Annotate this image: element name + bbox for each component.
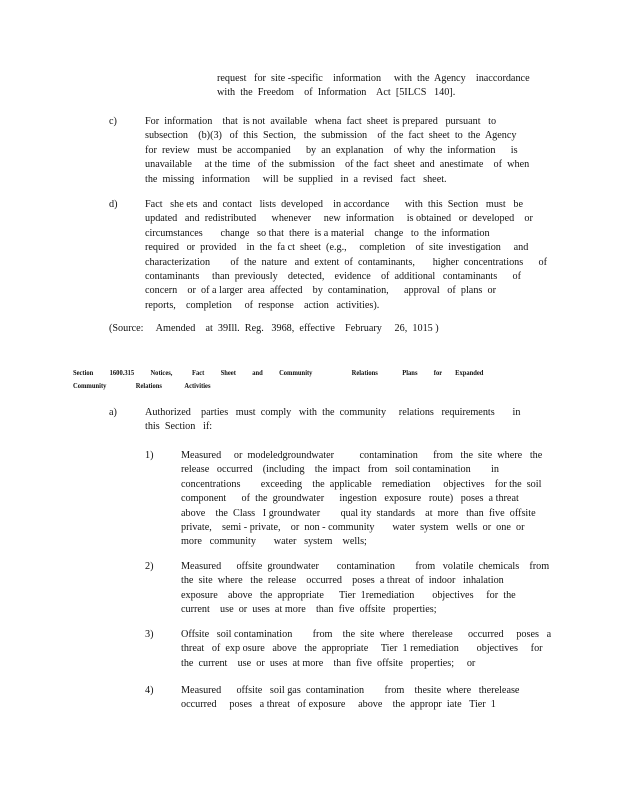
text-line: private, semi - private, or non - community water system wells or one or <box>181 522 525 534</box>
item-c-paragraph <box>145 115 529 187</box>
text-line: this Section if: <box>145 421 213 433</box>
text-line: threat of exp osure above the appropriate Tier 1 remediation objectives for <box>181 643 543 655</box>
text-line: exposure above the appropriate Tier 1remediation objectives for the <box>181 589 516 601</box>
section-heading-line: Section 1600.315 Notices, Fact Sheet and Community Relations Plans for Expanded <box>73 368 484 377</box>
text-line: updated and redistributed whenever new information is obtained or developed or <box>145 213 533 225</box>
text-line: above the Class I groundwater qual ity standards at more than five offsite <box>181 507 536 519</box>
text-line: characterization of the nature and extent of contaminants, higher concentrations of <box>145 256 547 268</box>
subitem-1-paragraph <box>181 449 542 550</box>
item-a-paragraph <box>145 406 520 435</box>
subitem-4-paragraph <box>181 684 519 713</box>
subitem-2-paragraph <box>181 560 549 618</box>
text-line: component of the groundwater ingestion exposure route) poses a threat <box>181 493 519 505</box>
subitem-3-paragraph <box>181 628 551 671</box>
item-c-label: c) <box>109 116 117 127</box>
text-line: Authorized parties must comply with the community relations requirements in <box>145 407 521 418</box>
item-d-label: d) <box>109 199 118 210</box>
text-line: contaminants than previously detected, evidence of additional contaminants of <box>145 271 521 283</box>
text-line: with the Freedom of Information Act [5ILCS 140]. <box>217 87 456 99</box>
text-line: more community water system wells; <box>181 536 367 548</box>
item-d-paragraph <box>145 198 547 313</box>
item-a-label: a) <box>109 407 117 418</box>
subitem-2-label: 2) <box>145 561 154 572</box>
section-heading <box>73 366 550 392</box>
text-line: current use or uses at more than five offsite properties; <box>181 604 437 616</box>
text-line: concern or of a larger area affected by contamination, approval of plans or <box>145 285 496 297</box>
source-note: (Source: Amended at 39Ill. Reg. 3968, effective February 26, 1015 ) <box>109 323 439 334</box>
text-line: Fact she ets and contact lists developed in accordance with this Section must be <box>145 199 523 210</box>
text-line: the current use or uses at more than five offsite properties; or <box>181 657 476 669</box>
text-line: the missing information will be supplied in a revised fact sheet. <box>145 173 447 185</box>
text-line: circumstances change so that there is a material change to the information <box>145 227 490 239</box>
text-line: required or provided in the fa ct sheet (e.g., completion of site investigation and <box>145 242 529 254</box>
text-line: Measured offsite soil gas contamination from thesite where therelease <box>181 685 520 696</box>
text-line: release occurred (including the impact from soil contamination in <box>181 464 499 476</box>
text-line: subsection (b)(3) of this Section, the submission of the fact sheet to the Agency <box>145 130 517 142</box>
text-line: For information that is not available whena fact sheet is prepared pursuant to <box>145 116 497 127</box>
text-line: the site where the release occurred poses a threat of indoor inhalation <box>181 575 504 587</box>
text-line: request for site -specific information with the Agency inaccordance <box>217 73 530 84</box>
intro-paragraph <box>217 72 530 101</box>
subitem-4-label: 4) <box>145 685 154 696</box>
subitem-1-label: 1) <box>145 450 154 461</box>
section-heading-line: Community Relations Activities <box>73 381 211 390</box>
text-line: for review must be accompanied by an explanation of why the information is <box>145 144 518 156</box>
text-line: Measured or modeledgroundwater contamination from the site where the <box>181 450 543 461</box>
text-line: Offsite soil contamination from the site where therelease occurred poses a <box>181 629 552 640</box>
subitem-3-label: 3) <box>145 629 154 640</box>
text-line: occurred poses a threat of exposure above the appropr iate Tier 1 <box>181 699 496 711</box>
text-line: reports, completion of response action activities). <box>145 299 380 311</box>
text-line: Measured offsite groundwater contamination from volatile chemicals from <box>181 561 550 572</box>
text-line: concentrations exceeding the applicable remediation objectives for the soil <box>181 478 542 490</box>
text-line: unavailable at the time of the submission of the fact sheet and anestimate of when <box>145 159 530 171</box>
